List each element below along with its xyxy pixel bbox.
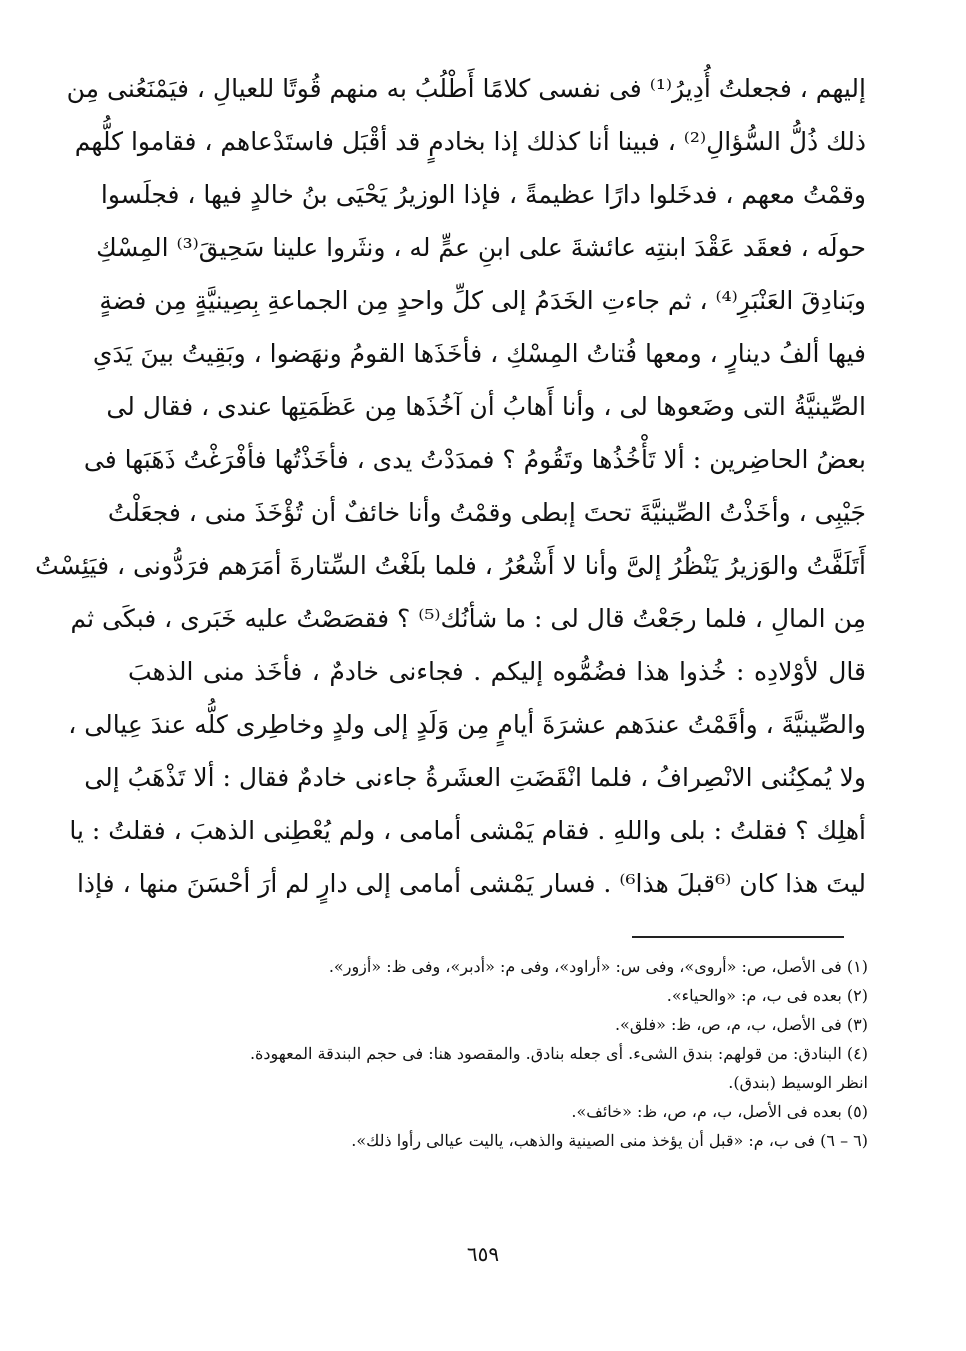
text-line: ولا يُمكِنُنى الانْصِرافُ ، فلما انْقَضَتِ العشَرةُ جاءنى خادمٌ فقال : ألا تَذْهَبُ إلى: [84, 763, 866, 792]
footnotes: [128, 952, 868, 1155]
text-line: إليهم ، فجعلتُ أُدِيرُ⁽¹⁾ فى نفسى كلامًا أَطْلُبُ به منهم قُوتًا للعيالِ ، فيَمْنَعُنى مِن: [66, 74, 866, 103]
text-line: بعضُ الحاضِرين : ألا تَأْخُذُها وتَقُومُ ؟ فمدَدْتُ يدى ، فأخَذْتُها فأفْرَغْتُ ذَهَبَها فى: [83, 445, 866, 474]
text-line: حولَه ، فعقَد عَقْدَ ابنتِه عائشةَ على ابنِ عمٍّ له ، ونثَروا علينا سَحِيقَ⁽³⁾ المِسْكِ: [96, 233, 866, 262]
text-line: وبَنادِقَ العَنْبَرِ⁽⁴⁾ ، ثم جاءتِ الخَدَمُ إلى كلِّ واحدٍ مِن الجماعةِ بِصِينيَّةٍ مِن فضةٍ: [99, 286, 866, 315]
footnote-4-continued: انظر الوسيط (بندق).: [728, 1073, 868, 1092]
text-line: أَتَلَفَّتُ والوَزيرُ يَنْظُرُ إلىَّ وأنا لا أَشْعُرُ ، فلما بلَغْتُ السِّتارةَ أمَرَهم فرَدُّونى ، فيَئِسْتُ: [35, 551, 866, 580]
text-line: جَيْبِى ، وأخَذْتُ الصِّينيَّةَ تحتَ إبطى وقمْتُ وأنا خائفٌ أن تُؤْخَذَ منى ، فجعَلْتُ: [107, 498, 866, 527]
footnote-4: (٤) البنادق: من قولهم: بندق الشىء. أى جعله بنادق. والمقصود هنا: فى حجم البندقة المعهودة.: [249, 1044, 868, 1063]
footnote-divider: [632, 936, 844, 938]
main-text: [35, 62, 866, 910]
page-number: ٦٥٩: [466, 1242, 500, 1266]
text-line: الصِّينيَّةُ التى وضَعوها لى ، وأنا أَهابُ أن آخُذَها مِن عَظَمَتِها عندى ، فقال لى: [106, 392, 866, 421]
text-line: وقمْتُ معهم ، فدخَلوا دارًا عظيمةً ، فإذا الوزيرُ يَحْيَى بنُ خالدٍ فيها ، فجلَسوا: [100, 180, 866, 209]
footnote-5: (٥) بعده فى الأصل، ب، م، ص، ظ: «خائف».: [571, 1102, 868, 1121]
text-line: ليتَ هذا كان ⁽⁶قبلَ هذا⁶⁾ . فسار يَمْشى أمامى إلى دارٍ لم أرَ أحْسَنَ منها ، فإذا: [76, 869, 866, 898]
footnote-6: (٦ – ٦) فى ب، م: «قبل أن يؤخذ منى الصينية والذهب، ياليت عيالى رأوا ذلك».: [351, 1131, 868, 1150]
text-line: ذلك ذُلُّ السُّؤالِ⁽²⁾ ، فبينا أنا كذلك إذا بخادمٍ قد أقْبَل فاستَدْعاهم ، فقاموا كلُّهم: [74, 127, 866, 156]
text-line: فيها ألفُ دينارٍ ، ومعها فُتاتُ المِسْكِ ، فأخَذَها القومُ ونهَضوا ، وبَقِيتُ بينَ يَدَىِ: [92, 339, 866, 368]
text-line: والصِّينيَّةَ ، وأقَمْتُ عندَهم عشرَةَ أيامٍ مِن وَلَدٍ إلى ولدٍ وخاطِرى كلُّه عندَ عِيالى ،: [68, 710, 866, 739]
text-line: مِن المالِ ، فلما رجَعْتُ قال لى : ما شأنُك⁽⁵⁾ ؟ فقصَصْتُ عليه خَبَرى ، فبكَى ثم: [70, 604, 866, 633]
footnote-2: (٢) بعده فى ب، م: «والحياء».: [666, 986, 868, 1005]
footnote-3: (٣) فى الأصل، ب، م، ص، ظ: «فلق».: [614, 1015, 868, 1034]
footnote-1: (١) فى الأصل، ص: «أروى»، وفى س: «أراود»، وفى م: «أدبر»، وفى ظ: «أزور».: [328, 957, 868, 976]
text-line: أهلِك ؟ فقلتُ : بلى واللهِ . فقام يَمْشى أمامى ، ولم يُعْطِنى الذهبَ ، فقلتُ : يا: [69, 816, 866, 845]
text-line: قال لأوْلادِه : خُذوا هذا فضُمُّوه إليكم . فجاءنى خادمٌ ، فأخَذ منى الذهبَ: [128, 657, 866, 686]
